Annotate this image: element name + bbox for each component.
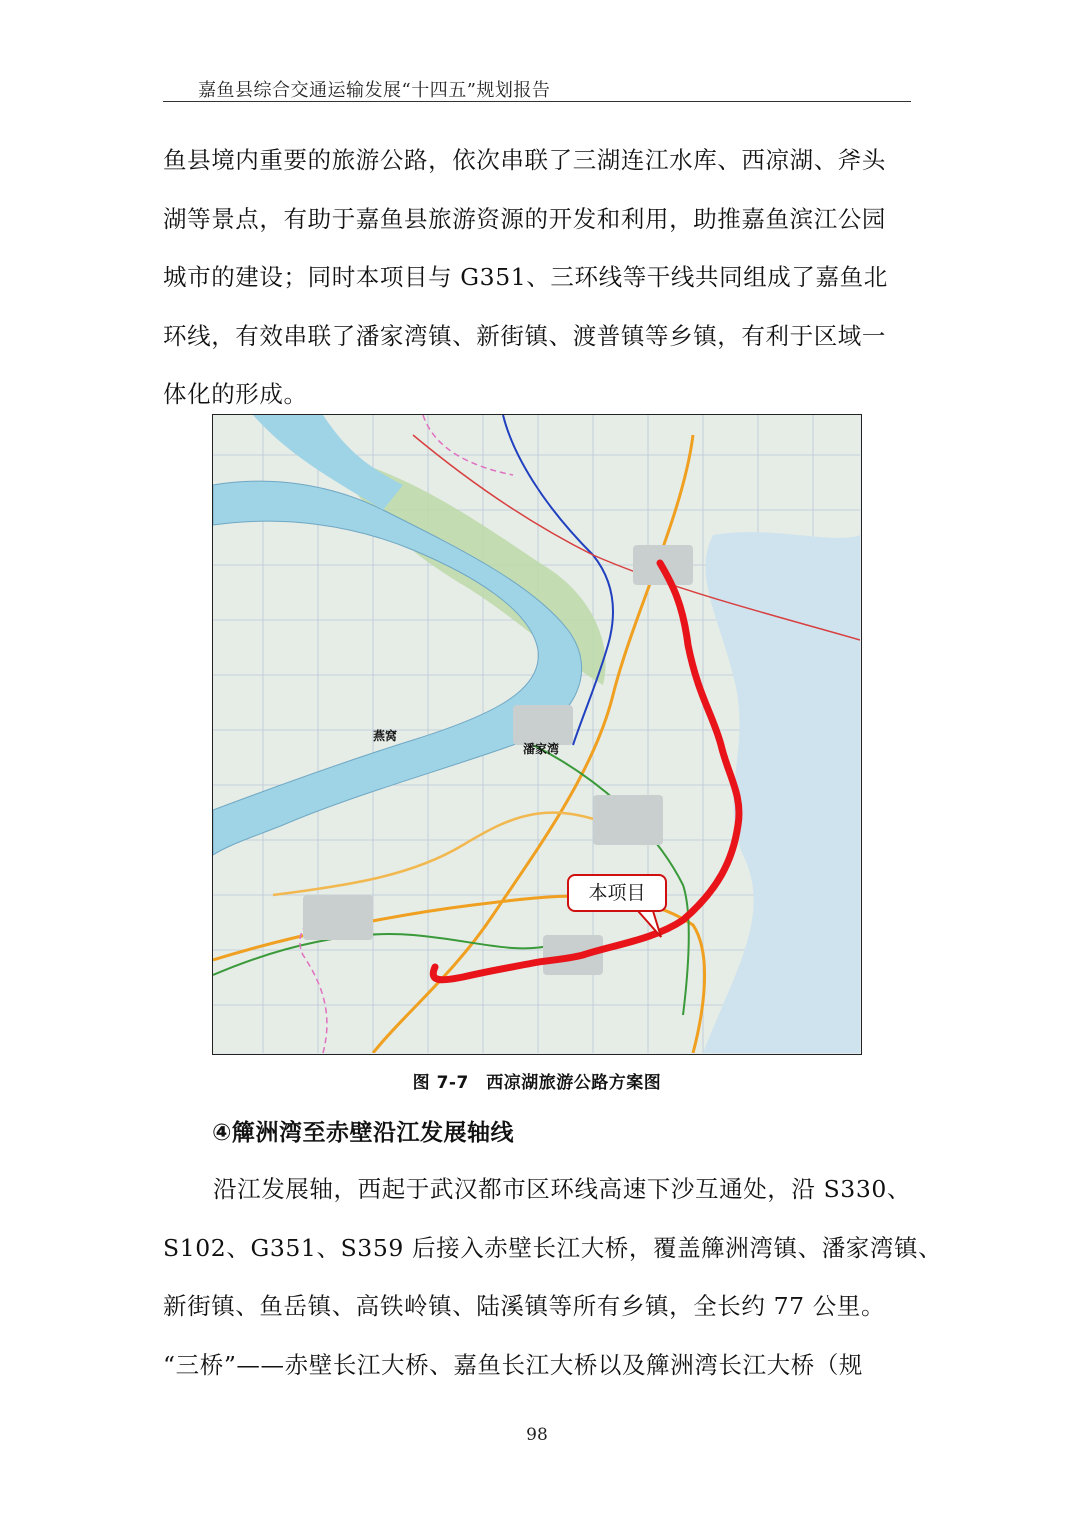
paragraph-line: 鱼县境内重要的旅游公路，依次串联了三湖连江水库、西凉湖、斧头: [163, 146, 886, 174]
paragraph-line: 城市的建设；同时本项目与 G351、三环线等干线共同组成了嘉鱼北: [163, 263, 888, 291]
route-map: [213, 415, 860, 1053]
paragraph-line: 沿江发展轴，西起于武汉都市区环线高速下沙互通处，沿 S330、: [213, 1175, 912, 1203]
body-paragraph: [163, 1160, 943, 1394]
paragraph-line: 新街镇、鱼岳镇、高铁岭镇、陆溪镇等所有乡镇，全长约 77 公里。: [163, 1292, 886, 1320]
paragraph-line: S102、G351、S359 后接入赤壁长江大桥，覆盖簰洲湾镇、潘家湾镇、: [163, 1233, 943, 1262]
page-number: 98: [526, 1425, 548, 1445]
paragraph-line: 体化的形成。: [163, 380, 308, 408]
running-header: 嘉鱼县综合交通运输发展“十四五”规划报告: [198, 80, 551, 101]
map-label-panjiawan: 潘家湾: [523, 742, 560, 756]
map-label-yanwo: 燕窝: [373, 729, 398, 743]
header-rule: [163, 101, 911, 102]
figure-caption: 图 7-7 西凉湖旅游公路方案图: [412, 1073, 662, 1093]
paragraph-line: “三桥”——赤壁长江大桥、嘉鱼长江大桥以及簰洲湾长江大桥（规: [163, 1350, 864, 1379]
project-callout: 本项目: [567, 874, 667, 912]
route-map-figure: [212, 414, 862, 1055]
paragraph-line: 湖等景点，有助于嘉鱼县旅游资源的开发和利用，助推嘉鱼滨江公园: [163, 204, 886, 233]
intro-paragraph: [163, 131, 918, 424]
paragraph-line: 环线，有效串联了潘家湾镇、新街镇、渡普镇等乡镇，有利于区域一: [163, 321, 886, 350]
section-heading: ④簰洲湾至赤壁沿江发展轴线: [212, 1120, 514, 1146]
